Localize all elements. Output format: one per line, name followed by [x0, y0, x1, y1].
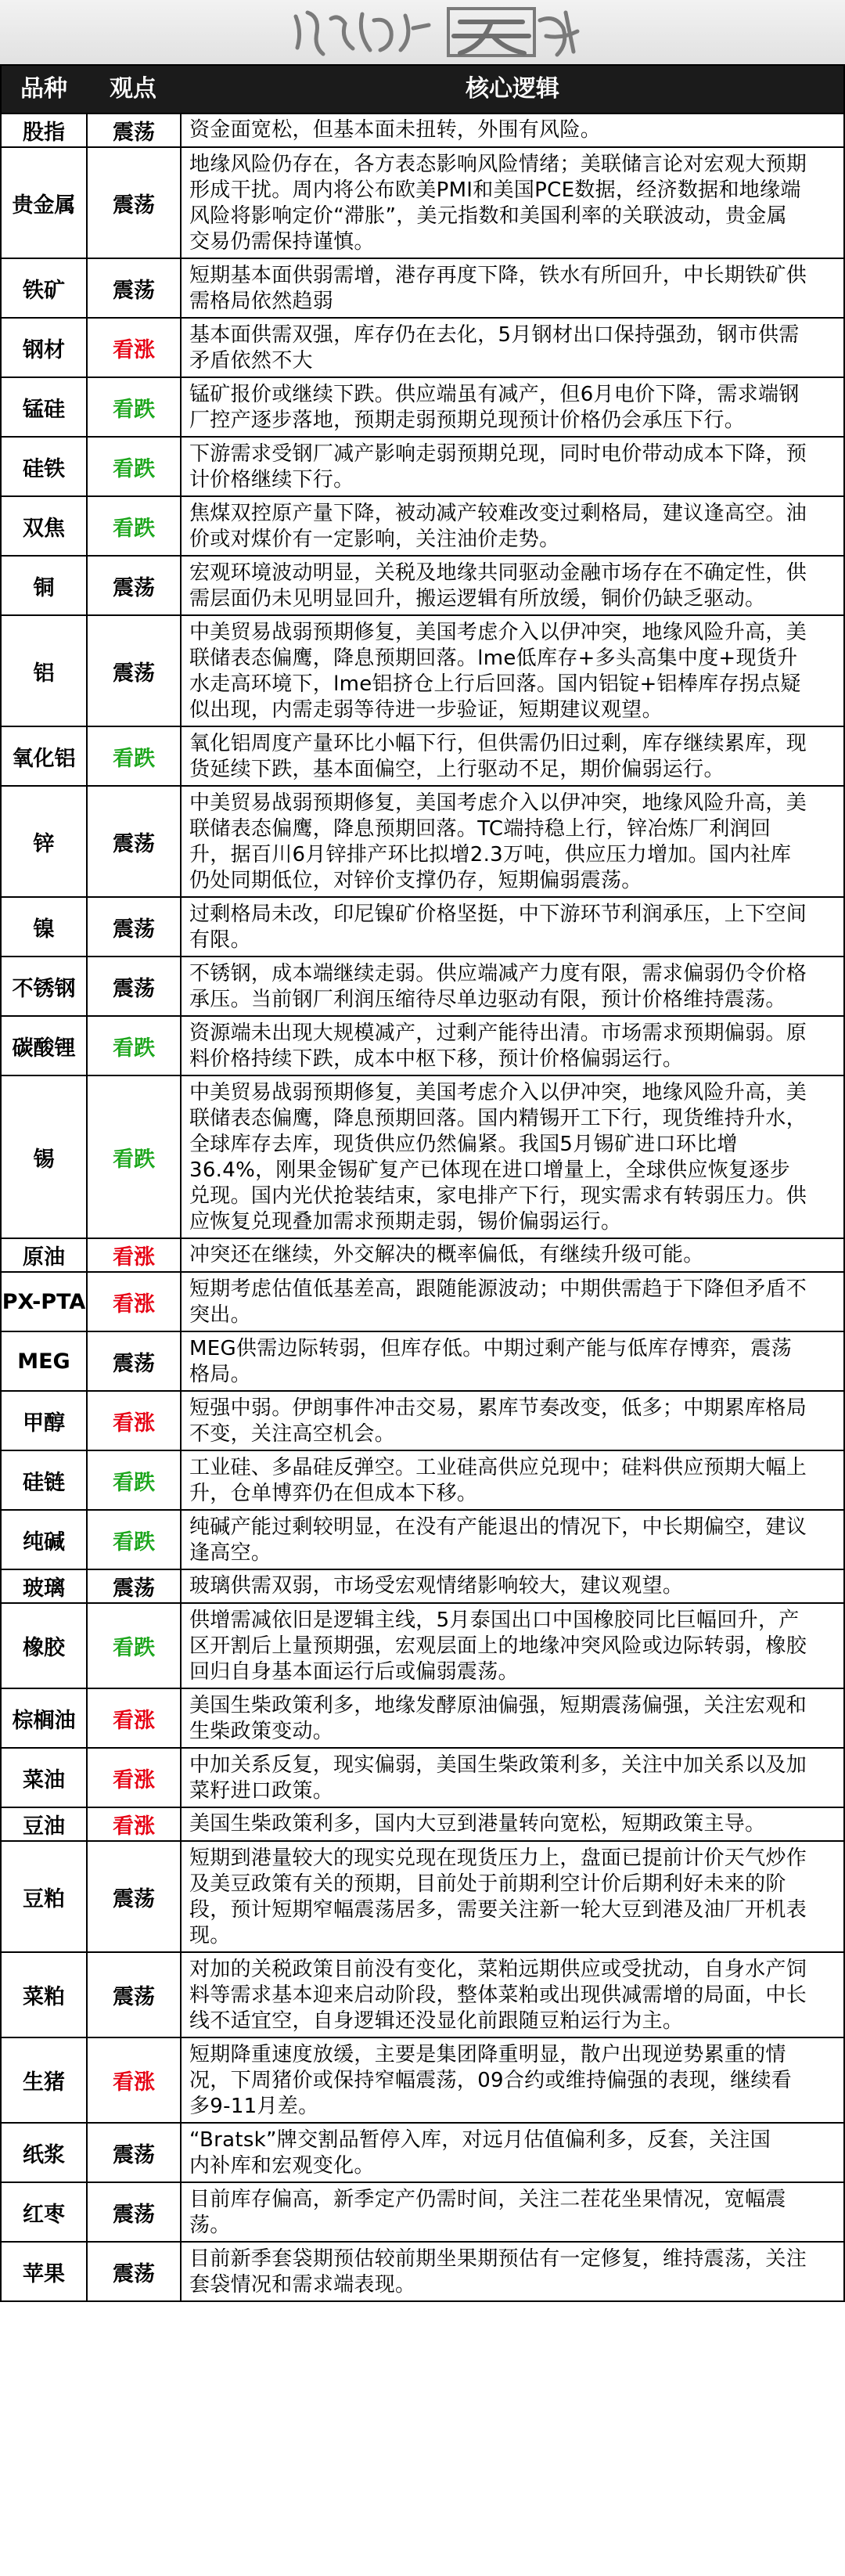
logic-line: 基本面供需双强，库存仍在去化，5月钢材出口保持强劲，钢市供需	[189, 323, 800, 347]
view-cell: 看涨	[88, 1749, 182, 1807]
logic-line: 兑现。国内光伏抢装结束，家电排产下行，现实需求有转弱压力。供	[189, 1184, 807, 1208]
variety-cell: 菜油	[2, 1749, 88, 1807]
logic-line: 联储表态偏鹰，降息预期回落。lme低库存+多头高集中度+现货升	[189, 647, 798, 670]
logic-cell	[182, 1451, 843, 1509]
view-cell: 看跌	[88, 727, 182, 785]
view-cell: 震荡	[88, 557, 182, 614]
logic-line: 短强中弱。伊朗事件冲击交易，累库节奏改变，低多；中期累库格局	[189, 1396, 807, 1420]
logic-line: 价或对煤价有一定影响，关注油价走势。	[189, 528, 560, 551]
logic-line: 中美贸易战弱预期修复，美国考虑介入以伊冲突，地缘风险升高，美	[189, 791, 807, 815]
logic-line: 况，下周猪价或保持窄幅震荡，09合约或维持偏强的表现，继续看	[189, 2069, 793, 2092]
variety-cell: 豆粕	[2, 1842, 88, 1951]
logic-cell	[182, 727, 843, 785]
logic-cell	[182, 1808, 843, 1840]
variety-cell: 原油	[2, 1239, 88, 1271]
variety-cell: 双焦	[2, 497, 88, 555]
table-row	[0, 1570, 845, 1604]
view-cell: 震荡	[88, 1842, 182, 1951]
variety-cell: 硅铁	[2, 438, 88, 495]
view-cell: 看跌	[88, 438, 182, 495]
logic-cell	[182, 787, 843, 896]
table-row	[0, 898, 845, 957]
table-row	[0, 438, 845, 497]
logic-line: 短期到港量较大的现实兑现在现货压力上，盘面已提前计价天气炒作	[189, 1846, 807, 1870]
logic-line: 料等需求基本迎来启动阶段，整体菜粕或出现供减需增的局面，中长	[189, 1983, 807, 2007]
table-row	[0, 1239, 845, 1273]
variety-cell: 棕榈油	[2, 1689, 88, 1747]
header-view: 观点	[110, 75, 156, 103]
table-row	[0, 1392, 845, 1451]
logic-line: 厂控产逐步落地，预期走弱预期兑现预计价格仍会承压下行。	[189, 409, 746, 432]
logic-line: 全球库存去库，现货供应仍然偏紧。我国5月锡矿进口环比增	[189, 1133, 738, 1156]
variety-cell: 橡胶	[2, 1604, 88, 1688]
logic-line: 供增需减依旧是逻辑主线，5月泰国出口中国橡胶同比巨幅回升，产	[189, 1609, 800, 1632]
logic-line: 有限。	[189, 928, 251, 952]
logic-line: 联储表态偏鹰，降息预期回落。国内精锡开工下行，现货维持升水，	[189, 1107, 807, 1130]
logic-cell	[182, 2038, 843, 2122]
variety-cell: 菜粕	[2, 1953, 88, 2037]
logic-line: 升，仓单博弈仍在但成本下移。	[189, 1482, 478, 1505]
logic-line: 中加关系反复，现实偏弱，美国生柴政策利多，关注中加关系以及加	[189, 1753, 807, 1777]
view-cell: 震荡	[88, 957, 182, 1015]
view-cell: 看跌	[88, 1511, 182, 1569]
table-row	[0, 319, 845, 378]
logic-line: 锰矿报价或继续下跌。供应端虽有减产，但6月电价下降，需求端钢	[189, 383, 800, 406]
logic-line: 短期考虑估值低基差高，跟随能源波动；中期供需趋于下降但矛盾不	[189, 1277, 807, 1301]
table-row	[0, 1332, 845, 1392]
logic-line: 宏观环境波动明显，关税及地缘共同驱动金融市场存在不确定性，供	[189, 561, 807, 585]
variety-cell: 氧化铝	[2, 727, 88, 785]
logic-cell	[182, 1570, 843, 1602]
logic-line: 焦煤双控原产量下降，被动减产较难改变过剩格局，建议逢高空。油	[189, 502, 807, 525]
logic-cell	[182, 438, 843, 495]
logic-line: 纯碱产能过剩较明显，在没有产能退出的情况下，中长期偏空，建议	[189, 1515, 807, 1539]
table-row	[0, 2243, 845, 2302]
logic-line: 多9-11月差。	[189, 2095, 319, 2118]
logic-line: 中美贸易战弱预期修复，美国考虑介入以伊冲突，地缘风险升高，美	[189, 1081, 807, 1104]
view-cell: 看涨	[88, 2038, 182, 2122]
logic-line: 计价格继续下行。	[189, 468, 354, 492]
table-row	[0, 1511, 845, 1570]
variety-cell: 锌	[2, 787, 88, 896]
variety-cell: 红枣	[2, 2183, 88, 2241]
variety-cell: 生猪	[2, 2038, 88, 2122]
view-cell: 震荡	[88, 2183, 182, 2241]
logic-line: 应恢复兑现叠加需求预期走弱，锡价偏弱运行。	[189, 1210, 622, 1234]
logic-cell	[182, 2243, 843, 2300]
view-cell: 看涨	[88, 1273, 182, 1331]
view-cell: 震荡	[88, 616, 182, 726]
logic-cell	[182, 1017, 843, 1075]
variety-cell: 锡	[2, 1076, 88, 1238]
variety-cell: 纸浆	[2, 2124, 88, 2181]
view-cell: 看涨	[88, 1808, 182, 1840]
table-row	[0, 1842, 845, 1953]
logic-line: 玻璃供需双弱，市场受宏观情绪影响较大，建议观望。	[189, 1574, 684, 1598]
logic-line: 不变，关注高空机会。	[189, 1422, 396, 1446]
variety-cell: 钢材	[2, 319, 88, 376]
logic-line: 回归自身基本面运行后或偏弱震荡。	[189, 1660, 519, 1684]
view-cell: 看跌	[88, 1017, 182, 1075]
table-row	[0, 497, 845, 557]
table-row	[0, 1749, 845, 1808]
logic-line: 工业硅、多晶硅反弹空。工业硅高供应兑现中；硅料供应预期大幅上	[189, 1456, 807, 1479]
logic-line: 水走高环境下，lme铝挤仓上行后回落。国内铝锭+铝棒库存拐点疑	[189, 672, 801, 696]
logic-cell	[182, 2124, 843, 2181]
logic-cell	[182, 1076, 843, 1238]
logic-line: 仍处同期低位，对锌价支撑仍存，短期偏弱震荡。	[189, 869, 642, 892]
view-cell: 震荡	[88, 2124, 182, 2181]
logic-cell	[182, 1749, 843, 1807]
view-cell: 看跌	[88, 1076, 182, 1238]
logic-line: 联储表态偏鹰，降息预期回落。TC端持稳上行，锌冶炼厂利润回	[189, 817, 771, 841]
variety-cell: PX-PTA	[2, 1273, 88, 1331]
logic-cell	[182, 1332, 843, 1390]
logic-cell	[182, 1689, 843, 1747]
view-cell: 震荡	[88, 1953, 182, 2037]
view-cell: 震荡	[88, 259, 182, 317]
logic-line: 短期基本面供弱需增，港存再度下降，铁水有所回升，中长期铁矿供	[189, 264, 807, 287]
table-row	[0, 557, 845, 616]
header-variety: 品种	[20, 75, 67, 103]
variety-cell: 锰硅	[2, 378, 88, 436]
logic-line: 过剩格局未改，印尼镍矿价格坚挺，中下游环节利润承压，上下空间	[189, 903, 807, 926]
view-cell: 看跌	[88, 1604, 182, 1688]
logic-line: 段，预计短期窄幅震荡居多，需要关注新一轮大豆到港及油厂开机表	[189, 1898, 807, 1922]
table-row	[0, 1604, 845, 1689]
logic-line: 需格局依然趋弱	[189, 290, 334, 313]
view-cell: 看跌	[88, 1451, 182, 1509]
table-row	[0, 2038, 845, 2124]
logic-line: 矛盾依然不大	[189, 349, 313, 373]
table-row	[0, 616, 845, 727]
view-cell: 震荡	[88, 1570, 182, 1602]
logic-line: 36.4%，刚果金锡矿复产已体现在进口增量上，全球供应恢复逐步	[189, 1158, 790, 1182]
logic-line: 需层面仍未见明显回升，搬运逻辑有所放缓，铜价仍缺乏驱动。	[189, 587, 766, 611]
header-core-logic: 核心逻辑	[466, 75, 559, 103]
logic-line: 地缘风险仍存在，各方表态影响风险情绪；美联储言论对宏观大预期	[189, 153, 807, 176]
table-row	[0, 1451, 845, 1511]
logic-line: 现。	[189, 1924, 231, 1947]
variety-cell: 甲醇	[2, 1392, 88, 1450]
view-cell: 震荡	[88, 787, 182, 896]
variety-cell: 碳酸锂	[2, 1017, 88, 1075]
variety-cell: 铝	[2, 616, 88, 726]
view-cell: 看涨	[88, 1689, 182, 1747]
view-cell: 震荡	[88, 1332, 182, 1390]
variety-cell: 股指	[2, 114, 88, 146]
banner	[0, 0, 845, 64]
variety-cell: 镍	[2, 898, 88, 956]
logic-line: 目前新季套袋期预估较前期坐果期预估有一定修复，维持震荡，关注	[189, 2247, 807, 2271]
logic-line: 生柴政策变动。	[189, 1720, 334, 1743]
table-row	[0, 1953, 845, 2038]
logic-line: 美国生柴政策利多，地缘发酵原油偏强，短期震荡偏强，关注宏观和	[189, 1694, 807, 1717]
logic-line: 升，据百川6月锌排产环比拟增2.3万吨，供应压力增加。国内社库	[189, 843, 792, 866]
table-row	[0, 727, 845, 787]
logic-cell	[182, 259, 843, 317]
view-cell: 震荡	[88, 114, 182, 146]
table-row	[0, 1689, 845, 1749]
table-row	[0, 1273, 845, 1332]
variety-cell: 铁矿	[2, 259, 88, 317]
view-cell: 看跌	[88, 378, 182, 436]
logic-line: 交易仍需保持谨慎。	[189, 230, 375, 254]
variety-cell: 苹果	[2, 2243, 88, 2300]
logic-cell	[182, 1511, 843, 1569]
logic-line: 形成干扰。周内将公布欧美PMI和美国PCE数据，经济数据和地缘端	[189, 178, 801, 202]
logic-line: 及美豆政策有关的预期，目前处于前期利空计价后期利好未来的阶	[189, 1872, 786, 1896]
view-cell: 震荡	[88, 898, 182, 956]
logic-cell	[182, 1604, 843, 1688]
view-cell: 看涨	[88, 1239, 182, 1271]
logic-line: MEG供需边际转弱，但库存低。中期过剩产能与低库存博弈，震荡	[189, 1337, 793, 1360]
variety-cell: 硅链	[2, 1451, 88, 1509]
variety-cell: 纯碱	[2, 1511, 88, 1569]
logic-cell	[182, 1953, 843, 2037]
logic-line: 对加的关税政策目前没有变化，菜粕远期供应或受扰动，自身水产饲	[189, 1958, 807, 1981]
table-row	[0, 957, 845, 1017]
table-row	[0, 1076, 845, 1239]
table-row	[0, 2183, 845, 2243]
variety-cell: MEG	[2, 1332, 88, 1390]
variety-cell: 豆油	[2, 1808, 88, 1840]
variety-cell: 贵金属	[2, 148, 88, 258]
logic-line: 线不适宜空，自身逻辑还没显化前跟随豆粕运行为主。	[189, 2009, 684, 2033]
logic-line: 不锈钢，成本端继续走弱。供应端减产力度有限，需求偏弱仍令价格	[189, 962, 807, 985]
logic-line: 资金面宽松，但基本面未扭转，外围有风险。	[189, 118, 602, 142]
logic-cell	[182, 557, 843, 614]
logic-line: 承压。当前钢厂利润压缩待尽单边驱动有限，预计价格维持震荡。	[189, 988, 786, 1011]
logic-line: 下游需求受钢厂减产影响走弱预期兑现，同时电价带动成本下降，预	[189, 442, 807, 466]
logic-cell	[182, 378, 843, 436]
logic-line: 冲突还在继续，外交解决的概率偏低，有继续升级可能。	[189, 1243, 704, 1266]
logic-cell	[182, 1273, 843, 1331]
table-row	[0, 114, 845, 148]
logic-line: 美国生柴政策利多，国内大豆到港量转向宽松，短期政策主导。	[189, 1812, 766, 1836]
logic-line: 突出。	[189, 1303, 251, 1327]
logic-cell	[182, 2183, 843, 2241]
logic-line: 短期降重速度放缓，主要是集团降重明显，散户出现逆势累重的情	[189, 2043, 786, 2066]
logic-line: “Bratsk”牌交割品暂停入库，对远月估值偏利多，反套，关注国	[189, 2128, 771, 2152]
logic-cell	[182, 148, 843, 258]
logic-line: 货延续下跌，基本面偏空，上行驱动不足，期价偏弱运行。	[189, 758, 725, 781]
logic-line: 套袋情况和需求端表现。	[189, 2273, 416, 2297]
logic-line: 中美贸易战弱预期修复，美国考虑介入以伊冲突，地缘风险升高，美	[189, 621, 807, 644]
logic-cell	[182, 497, 843, 555]
view-cell: 看涨	[88, 1392, 182, 1450]
logic-line: 风险将影响定价“滞胀”，美元指数和美国利率的关联波动，贵金属	[189, 204, 787, 228]
logic-cell	[182, 616, 843, 726]
table-row	[0, 1808, 845, 1842]
table-header	[0, 64, 845, 114]
logic-cell	[182, 114, 843, 146]
view-cell: 震荡	[88, 148, 182, 258]
table-row	[0, 148, 845, 259]
view-cell: 看跌	[88, 497, 182, 555]
logic-cell	[182, 957, 843, 1015]
table-row	[0, 259, 845, 319]
logic-cell	[182, 898, 843, 956]
logic-line: 区开割后上量预期强，宏观层面上的地缘冲突风险或边际转弱，橡胶	[189, 1634, 807, 1658]
logic-line: 氧化铝周度产量环比小幅下行，但供需仍旧过剩，库存继续累库，现	[189, 732, 807, 755]
table-row	[0, 1017, 845, 1076]
table-row	[0, 378, 845, 438]
logic-cell	[182, 1842, 843, 1951]
logic-line: 资源端未出现大规模减产，过剩产能待出清。市场需求预期偏弱。原	[189, 1021, 807, 1045]
variety-cell: 玻璃	[2, 1570, 88, 1602]
table-row	[0, 787, 845, 898]
variety-cell: 不锈钢	[2, 957, 88, 1015]
logic-line: 逢高空。	[189, 1541, 272, 1565]
logic-cell	[182, 1239, 843, 1271]
logic-line: 目前库存偏高，新季定产仍需时间，关注二茬花坐果情况，宽幅震	[189, 2188, 786, 2211]
variety-cell: 铜	[2, 557, 88, 614]
view-cell: 看涨	[88, 319, 182, 376]
logic-line: 格局。	[189, 1363, 251, 1386]
logic-line: 似出现，内需走弱等待进一步验证，短期建议观望。	[189, 698, 663, 722]
logic-line: 内补库和宏观变化。	[189, 2154, 375, 2178]
logic-line: 荡。	[189, 2214, 231, 2237]
logic-cell	[182, 319, 843, 376]
view-cell: 震荡	[88, 2243, 182, 2300]
logic-cell	[182, 1392, 843, 1450]
brand-logo	[288, 5, 585, 59]
table-row	[0, 2124, 845, 2183]
logic-line: 菜籽进口政策。	[189, 1779, 334, 1803]
logic-line: 料价格持续下跌，成本中枢下移，预计价格偏弱运行。	[189, 1047, 684, 1071]
